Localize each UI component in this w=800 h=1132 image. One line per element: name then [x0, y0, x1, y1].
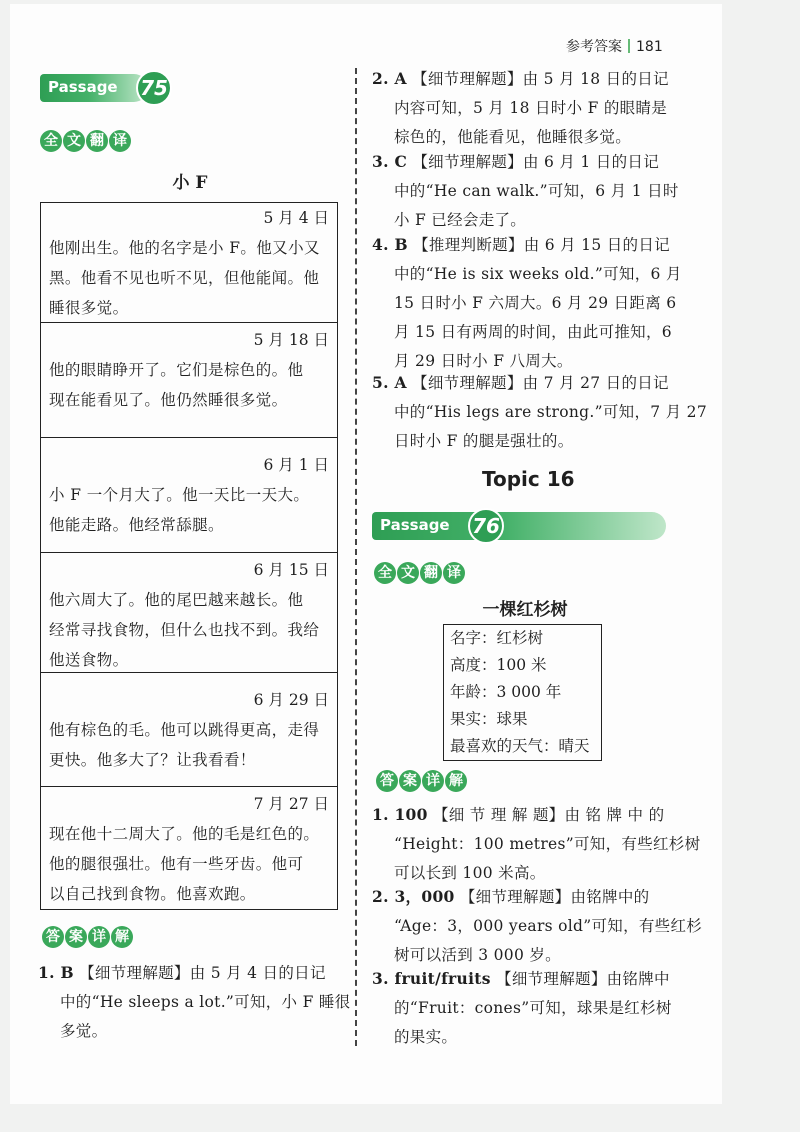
passage-75-tag: [40, 74, 176, 102]
answer-item-76-1: [372, 800, 701, 888]
answer-item-3: [372, 147, 692, 235]
passage-label: Passage: [380, 516, 450, 534]
answer-line: 【细节理解题】由铭牌中的: [459, 888, 650, 906]
entry-line: 黑。他看不见也听不见，但他能闻。他: [49, 269, 320, 287]
badge-char: 文: [397, 562, 419, 584]
badge-char: 详: [422, 770, 444, 792]
badge-char: 翻: [86, 130, 108, 152]
answer-line: 棕色的，他能看见，他睡很多觉。: [394, 128, 632, 146]
entry-line: 他的腿很强壮。他有一些牙齿。他可: [49, 855, 304, 873]
diary-table: [40, 202, 338, 910]
answer-number: 3. C: [372, 152, 408, 171]
answer-line: 的“Fruit：cones”可知，球果是红杉树: [394, 999, 672, 1017]
entry-line: 他能走路。他经常舔腿。: [49, 516, 224, 534]
diary-entry: [41, 437, 337, 552]
answer-line: 可以长到 100 米高。: [394, 864, 546, 882]
answer-line: 树可以活到 3 000 岁。: [394, 946, 561, 964]
answer-line: 月 29 日时小 F 八周大。: [394, 352, 573, 370]
page-header: [566, 36, 663, 56]
passage-number: 75: [136, 70, 172, 106]
translation-badge: [374, 562, 465, 584]
sign-line: 名字：红杉树: [450, 629, 544, 647]
header-label: 参考答案: [566, 39, 622, 55]
answer-item-76-3: [372, 964, 692, 1052]
entry-line: 以自己找到食物。他喜欢跑。: [49, 885, 256, 903]
entry-date: 7 月 27 日: [253, 795, 329, 813]
entry-line: 睡很多觉。: [49, 299, 129, 317]
answer-number: 1. B: [38, 963, 74, 982]
passage-title: 小 F: [172, 173, 208, 193]
entry-date: 6 月 1 日: [263, 456, 329, 474]
sign-line: 果实：球果: [450, 710, 528, 728]
badge-char: 详: [88, 926, 110, 948]
diary-entry: [41, 322, 337, 437]
entry-line: 小 F 一个月大了。他一天比一天大。: [49, 486, 310, 504]
answer-item-5: [372, 368, 707, 456]
badge-char: 答: [42, 926, 64, 948]
diary-entry: [41, 672, 337, 786]
answer-item-2: [372, 64, 692, 152]
answer-line: 小 F 已经会走了。: [394, 211, 527, 229]
sign-line: 年龄：3 000 年: [450, 683, 562, 701]
passage-76-tag: [372, 512, 672, 540]
entry-date: 5 月 18 日: [253, 331, 329, 349]
entry-date: 6 月 15 日: [253, 561, 329, 579]
answer-line: 内容可知，5 月 18 日时小 F 的眼睛是: [394, 99, 668, 117]
answer-number: 3. fruit/fruits: [372, 969, 491, 988]
answer-line: 中的“He sleeps a lot.”可知，小 F 睡很: [60, 993, 351, 1011]
answer-line: 15 日时小 F 六周大。6 月 29 日距离 6: [394, 294, 677, 312]
badge-char: 解: [111, 926, 133, 948]
answer-line: 月 15 日有两周的时间，由此可推知，6: [394, 323, 672, 341]
answer-line: 日时小 F 的腿是强壮的。: [394, 432, 574, 450]
passage-number: 76: [468, 508, 504, 544]
column-divider: [355, 68, 357, 1046]
entry-line: 他刚出生。他的名字是小 F。他又小又: [49, 239, 320, 257]
entry-line: 他的眼睛睁开了。它们是棕色的。他: [49, 361, 304, 379]
entry-line: 现在他十二周大了。他的毛是红色的。: [49, 825, 320, 843]
page-number: 181: [636, 39, 663, 55]
passage-label: Passage: [48, 78, 118, 96]
badge-char: 译: [109, 130, 131, 152]
sign-line: 高度：100 米: [450, 656, 547, 674]
entry-line: 他送食物。: [49, 651, 129, 669]
answer-line: 中的“He is six weeks old.”可知，6 月: [394, 265, 682, 283]
answer-line: 【细节理解题】由 5 月 18 日的日记: [412, 70, 669, 88]
badge-char: 解: [445, 770, 467, 792]
answer-line: 【细节理解题】由 5 月 4 日的日记: [79, 964, 326, 982]
entry-line: 现在能看见了。他仍然睡很多觉。: [49, 391, 288, 409]
entry-line: 更快。他多大了？让我看看！: [49, 751, 256, 769]
entry-date: 5 月 4 日: [263, 209, 329, 227]
answer-number: 5. A: [372, 373, 407, 392]
answer-line: 【细 节 理 解 题】由 铭 牌 中 的: [432, 806, 665, 824]
answer-line: 【细节理解题】由铭牌中: [496, 970, 670, 988]
header-separator: [628, 39, 630, 53]
badge-char: 文: [63, 130, 85, 152]
answer-number: 4. B: [372, 235, 408, 254]
answer-item-4: [372, 230, 692, 376]
answer-line: 【细节理解题】由 6 月 1 日的日记: [412, 153, 659, 171]
badge-char: 答: [376, 770, 398, 792]
answer-item-1: [38, 958, 351, 1046]
entry-line: 他六周大了。他的尾巴越来越长。他: [49, 591, 304, 609]
answer-line: 【推理判断题】由 6 月 15 日的日记: [413, 236, 670, 254]
answer-badge: [42, 926, 133, 948]
badge-char: 翻: [420, 562, 442, 584]
tree-sign: [443, 624, 602, 761]
answer-badge: [376, 770, 467, 792]
answer-line: “Height：100 metres”可知，有些红杉树: [394, 835, 701, 853]
answer-line: 中的“His legs are strong.”可知，7 月 27: [394, 403, 707, 421]
badge-char: 译: [443, 562, 465, 584]
answer-line: “Age：3，000 years old”可知，有些红杉: [394, 917, 703, 935]
answer-item-76-2: [372, 882, 703, 970]
entry-date: 6 月 29 日: [253, 691, 329, 709]
badge-char: 全: [40, 130, 62, 152]
answer-number: 2. 3，000: [372, 887, 455, 906]
answer-line: 多觉。: [60, 1022, 108, 1040]
diary-entry: [41, 786, 337, 909]
badge-char: 案: [65, 926, 87, 948]
answer-number: 1. 100: [372, 805, 428, 824]
diary-entry: [41, 203, 337, 322]
answer-line: 中的“He can walk.”可知，6 月 1 日时: [394, 182, 679, 200]
passage-title: 一棵红杉树: [482, 600, 568, 620]
badge-char: 案: [399, 770, 421, 792]
entry-line: 他有棕色的毛。他可以跳得更高，走得: [49, 721, 320, 739]
answer-number: 2. A: [372, 69, 407, 88]
sign-line: 最喜欢的天气：晴天: [450, 737, 590, 755]
entry-line: 经常寻找食物，但什么也找不到。我给: [49, 621, 320, 639]
topic-heading: Topic 16: [482, 467, 575, 491]
diary-entry: [41, 552, 337, 672]
translation-badge: [40, 130, 131, 152]
answer-line: 【细节理解题】由 7 月 27 日的日记: [412, 374, 669, 392]
badge-char: 全: [374, 562, 396, 584]
answer-line: 的果实。: [394, 1028, 458, 1046]
